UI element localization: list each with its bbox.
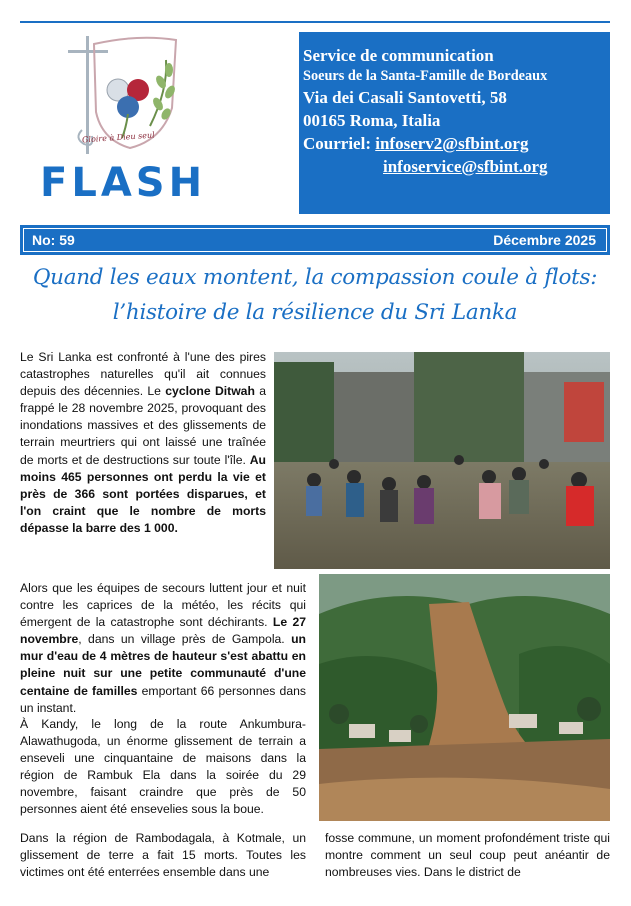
top-rule: [20, 21, 610, 23]
p1-bold-toll: Au moins 465 personnes ont perdu la vie et près de 366 sont portées disparues, et l'on craint que le nombre de morts dépasse la barre des 1 000.: [20, 452, 266, 535]
email-line: [303, 132, 606, 155]
p2-text-c: , dans un village près de Gampola.: [78, 632, 292, 647]
email-line-2: [303, 155, 606, 178]
p2-bold-date: Le 27 novembre: [20, 615, 307, 647]
issue-bar: [20, 225, 610, 255]
org-name: Service de communication: [303, 46, 494, 65]
p1-text-a: Le Sri Lanka est confronté à l'une des pires catastrophes naturelles qu'il ait connues depuis des décennies. Le: [20, 350, 266, 399]
title-line-1: Quand les eaux montent, la compassion coule à flots:: [32, 265, 598, 290]
logo-motto: Gloire à Dieu seul: [81, 130, 155, 145]
paragraph-2: [20, 580, 306, 717]
issue-date: Décembre 2025: [493, 232, 596, 248]
paragraph-4: Dans la région de Rambodagala, à Kotmale, un glissement de terre a fait 15 morts. Toutes les victimes ont été enterrées ensemble dans une: [20, 831, 306, 880]
paragraph-1: [20, 349, 266, 537]
email-link-2[interactable]: infoservice@sfbint.org: [383, 157, 548, 176]
contact-box: [299, 32, 610, 214]
issue-number: No: 59: [32, 232, 75, 248]
title-line-2: l’histoire de la résilience du Sri Lanka: [112, 300, 518, 325]
address-city: 00165 Roma, Italia: [303, 111, 441, 130]
p2-bold-wall: un mur d'eau de 4 mètres de hauteur s'est abattu en pleine nuit sur une petite communauté d'une centaine de familles: [20, 632, 306, 698]
paragraph-3: À Kandy, le long de la route Ankumbura-Alawathugoda, un énorme glissement de terrain a enseveli une cinquantaine de maisons dans la région de Rambuk Ela dans la soirée du 29 novembre, faisant craindre que près de 50 personnes aient été ensevelies sous la boue.: [20, 717, 306, 817]
congregation-name: Soeurs de la Santa-Famille de Bordeaux: [303, 68, 548, 84]
landslide-photo: [319, 574, 610, 821]
newsletter-name: FLASH: [40, 160, 207, 206]
p2-text-e: emportant 66 personnes dans un instant.: [20, 683, 306, 715]
p1-bold-cyclone: cyclone Ditwah: [165, 384, 255, 399]
p2-text-a: Alors que les équipes de secours luttent jour et nuit contre les caprices de la météo, les récits qui émergent de la catastrophe sont déchirants.: [20, 581, 306, 630]
flood-photo: [274, 352, 610, 569]
email-label: Courriel:: [303, 134, 371, 153]
p1-text-c: a frappé le 28 novembre 2025, provoquant des inondations massives et des glissements de terrain meurtriers qui ont laissé une traînée de morts et de destructions sur toute l'île.: [20, 384, 266, 467]
article-title: [20, 260, 610, 330]
paragraph-5: fosse commune, un moment profondément triste qui montre comment un seul coup peut anéantir de nombreuses vies. Dans le district de: [325, 831, 610, 880]
email-link-1[interactable]: infoserv2@sfbint.org: [375, 134, 529, 153]
address-street: Via dei Casali Santovetti, 58: [303, 88, 507, 107]
